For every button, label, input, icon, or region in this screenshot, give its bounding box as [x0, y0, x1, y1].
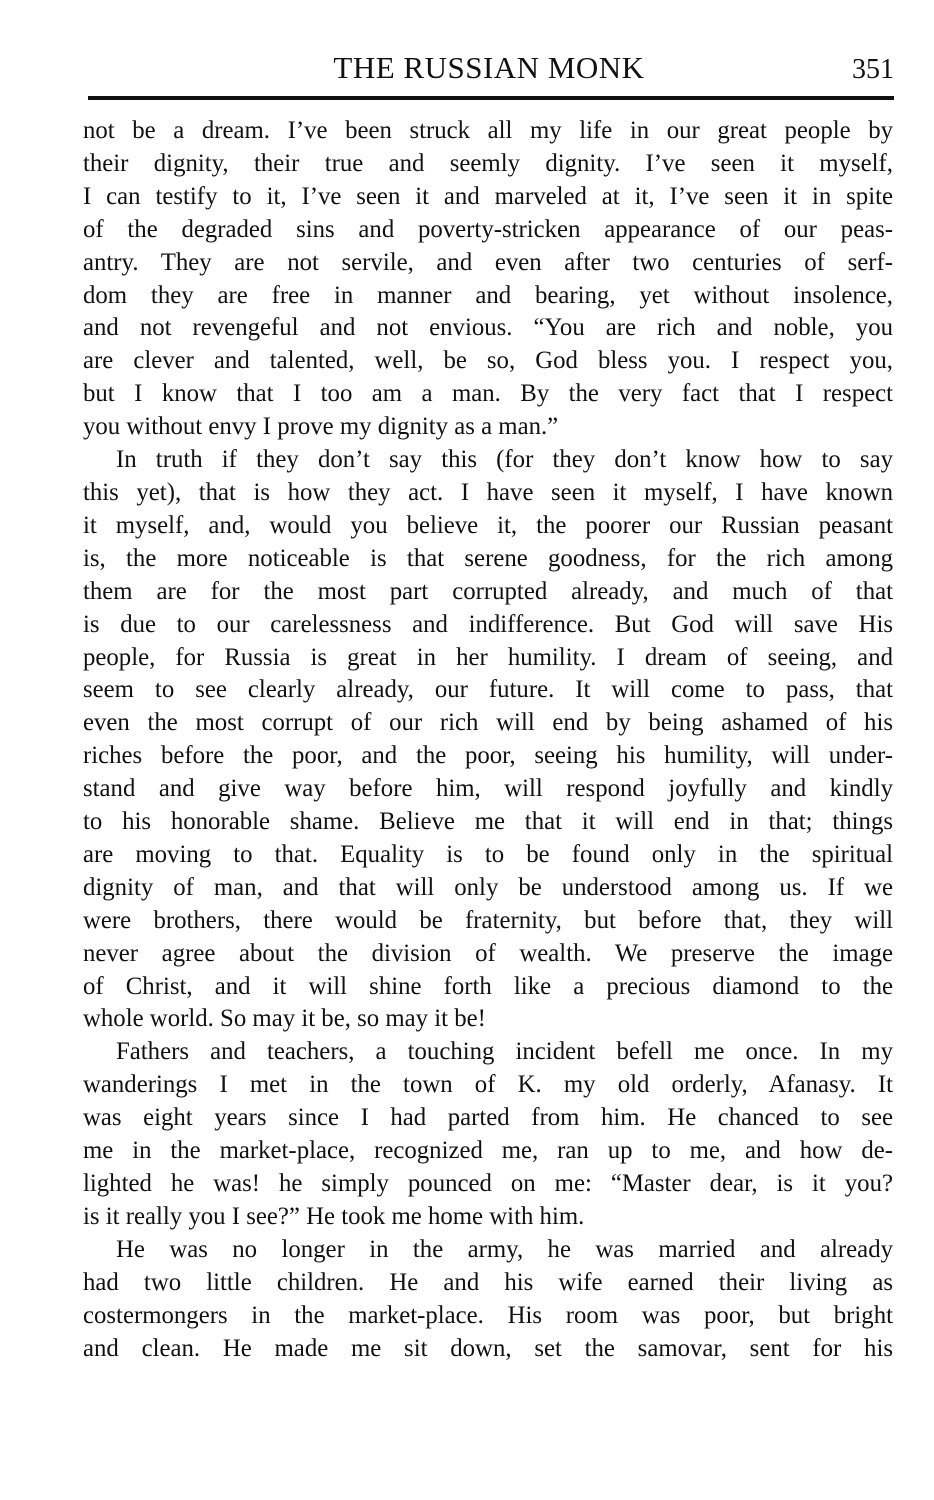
- text-line: seem to see clearly already, our future. It will come to pass, that: [83, 676, 893, 704]
- text-line: not be a dream. I’ve been struck all my life in our great people by: [83, 117, 893, 144]
- text-line: never agree about the division of wealth. We preserve the image: [83, 939, 893, 967]
- text-line: but I know that I too am a man. By the very fact that I respect: [83, 380, 893, 408]
- text-line: dom they are free in manner and bearing, yet without insolence,: [83, 281, 893, 309]
- text-line: whole world. So may it be, so may it be!: [83, 1005, 486, 1033]
- text-line: are clever and talented, well, be so, God bless you. I respect you,: [83, 347, 893, 375]
- text-line: antry. They are not servile, and even after two centuries of serf-: [83, 248, 893, 276]
- text-line: this yet), that is how they act. I have seen it myself, I have known: [83, 478, 893, 506]
- text-line: me in the market-place, recognized me, ran up to me, and how de-: [83, 1137, 893, 1165]
- text-line: dignity of man, and that will only be understood among us. If we: [83, 873, 893, 901]
- text-line: is it really you I see?” He took me home with him.: [83, 1202, 585, 1230]
- text-line: are moving to that. Equality is to be found only in the spiritual: [83, 840, 893, 868]
- text-line: and not revengeful and not envious. “You are rich and noble, you: [83, 314, 893, 342]
- text-line: is, the more noticeable is that serene goodness, for the rich among: [83, 544, 893, 572]
- text-line: lighted he was! he simply pounced on me: “Master dear, is it you?: [83, 1170, 893, 1197]
- header-rule: [88, 96, 894, 100]
- paragraph: [83, 115, 893, 444]
- paragraph: [83, 1234, 893, 1366]
- text-line: were brothers, there would be fraternity, but before that, they will: [83, 906, 893, 934]
- text-line: wanderings I met in the town of K. my old orderly, Afanasy. It: [83, 1071, 893, 1099]
- text-line: costermongers in the market-place. His room was poor, but bright: [83, 1301, 893, 1329]
- text-line: it myself, and, would you believe it, the poorer our Russian peasant: [83, 511, 893, 539]
- text-line: He was no longer in the army, he was married and already: [116, 1235, 893, 1263]
- text-line: stand and give way before him, will respond joyfully and kindly: [83, 775, 893, 803]
- text-line: and clean. He made me sit down, set the samovar, sent for his: [83, 1334, 893, 1362]
- text-line: their dignity, their true and seemly dignity. I’ve seen it myself,: [83, 149, 893, 177]
- text-line: to his honorable shame. Believe me that it will end in that; things: [83, 808, 893, 836]
- text-line: had two little children. He and his wife earned their living as: [83, 1268, 893, 1296]
- text-line: is due to our carelessness and indifference. But God will save His: [83, 610, 893, 638]
- paragraph: [83, 1036, 893, 1233]
- running-title: THE RUSSIAN MONK: [333, 50, 645, 85]
- page-number: 351: [852, 54, 894, 85]
- paragraph: [83, 444, 893, 1036]
- text-line: of the degraded sins and poverty-stricken appearance of our peas-: [83, 215, 893, 243]
- text-line: In truth if they don’t say this (for they don’t know how to say: [116, 446, 893, 474]
- text-line: was eight years since I had parted from him. He chanced to see: [83, 1104, 893, 1132]
- body-text: [83, 115, 893, 1365]
- text-line: riches before the poor, and the poor, seeing his humility, will under-: [83, 742, 893, 770]
- text-line: I can testify to it, I’ve seen it and marveled at it, I’ve seen it in spite: [83, 182, 893, 210]
- text-line: Fathers and teachers, a touching incident befell me once. In my: [116, 1038, 893, 1066]
- text-line: of Christ, and it will shine forth like a precious diamond to the: [83, 972, 893, 1000]
- text-line: you without envy I prove my dignity as a man.”: [83, 413, 559, 441]
- running-head: [84, 48, 894, 92]
- text-line: even the most corrupt of our rich will end by being ashamed of his: [83, 709, 893, 737]
- text-line: them are for the most part corrupted already, and much of that: [83, 577, 893, 605]
- text-line: people, for Russia is great in her humility. I dream of seeing, and: [83, 643, 893, 671]
